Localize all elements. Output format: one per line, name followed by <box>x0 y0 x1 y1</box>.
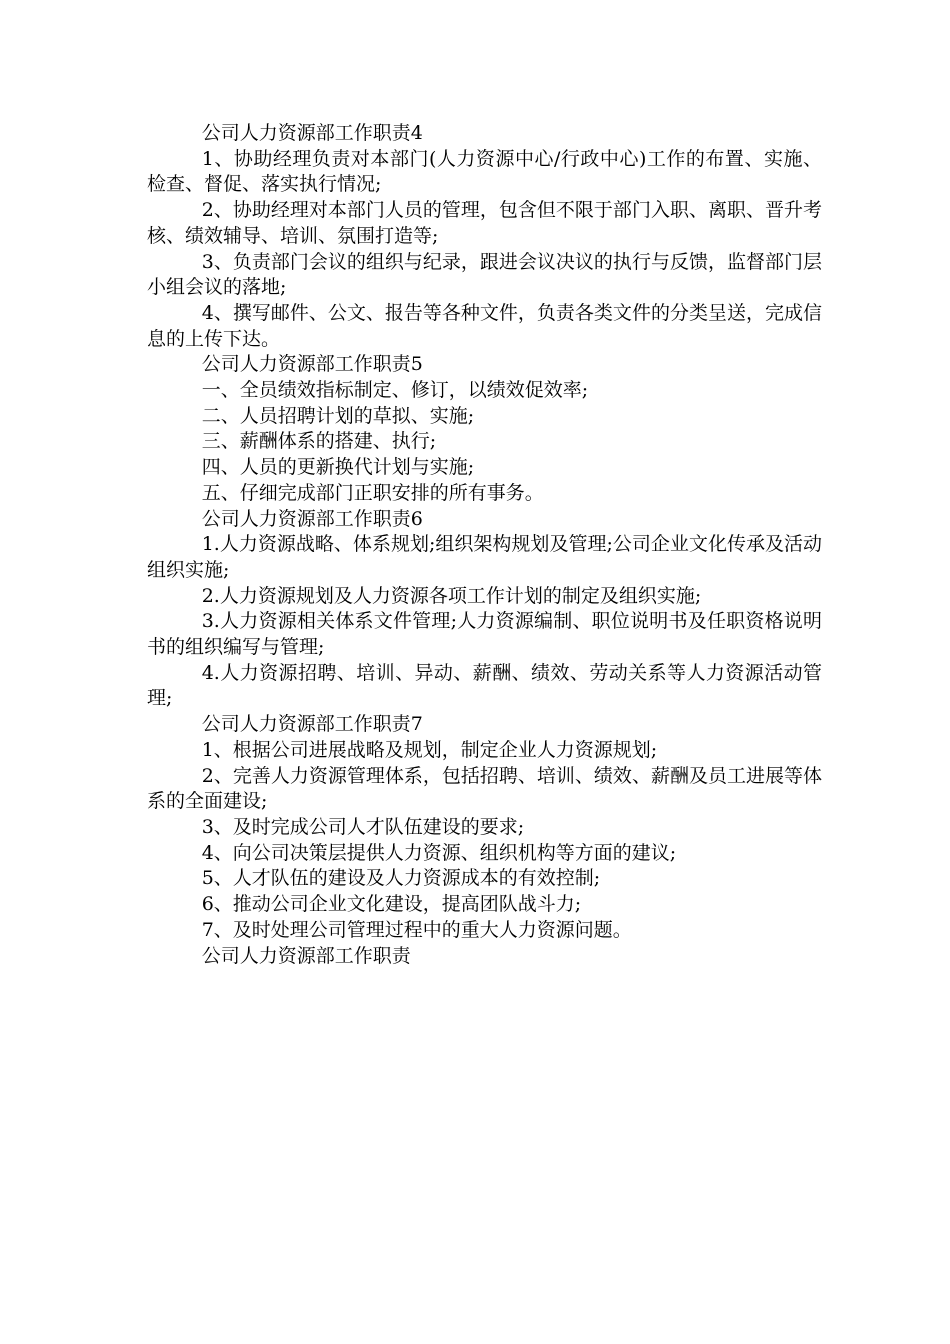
duty-item: 二、人员招聘计划的草拟、实施; <box>201 404 475 427</box>
section-heading-4: 公司人力资源部工作职责4 <box>201 122 423 144</box>
duty-item: 1、根据公司进展战略及规划，制定企业人力资源规划; <box>201 738 658 761</box>
document-body <box>147 121 822 969</box>
duty-item: 7、及时处理公司管理过程中的重大人力资源问题。 <box>201 918 632 941</box>
duty-item: 4、向公司决策层提供人力资源、组织机构等方面的建议; <box>201 841 677 864</box>
section-heading-7: 公司人力资源部工作职责7 <box>201 713 423 736</box>
section-heading: 公司人力资源部工作职责 <box>201 944 411 967</box>
section-heading-6: 公司人力资源部工作职责6 <box>201 507 423 530</box>
duty-item: 2.人力资源规划及人力资源各项工作计划的制定及组织实施; <box>201 584 702 607</box>
duty-item: 3.人力资源相关体系文件管理;人力资源编制、职位说明书及任职资格说明书的组织编写与管理; <box>147 610 822 659</box>
duty-item: 6、推动公司企业文化建设，提高团队战斗力; <box>201 893 582 916</box>
duty-item: 1.人力资源战略、体系规划;组织架构规划及管理;公司企业文化传承及活动组织实施; <box>147 533 822 581</box>
section-heading-5: 公司人力资源部工作职责5 <box>201 353 423 376</box>
duty-item: 2、协助经理对本部门人员的管理，包含但不限于部门入职、离职、晋升考核、绩效辅导、培训、氛围打造等; <box>147 199 822 247</box>
duty-item: 4.人力资源招聘、培训、异动、薪酬、绩效、劳动关系等人力资源活动管理; <box>147 661 822 710</box>
duty-item: 3、负责部门会议的组织与纪录，跟进会议决议的执行与反馈，监督部门层小组会议的落地; <box>147 250 822 299</box>
duty-item: 四、人员的更新换代计划与实施; <box>201 456 475 479</box>
duty-item: 1、协助经理负责对本部门(人力资源中心/行政中心)工作的布置、实施、检查、督促、落实执行情况; <box>147 147 822 196</box>
duty-item: 三、薪酬体系的搭建、执行; <box>201 430 437 453</box>
duty-item: 一、全员绩效指标制定、修订，以绩效促效率; <box>201 379 589 402</box>
duty-item: 5、人才队伍的建设及人力资源成本的有效控制; <box>201 867 601 890</box>
duty-item: 2、完善人力资源管理体系，包括招聘、培训、绩效、薪酬及员工进展等体系的全面建设; <box>147 764 822 813</box>
duty-item: 4、撰写邮件、公文、报告等各种文件，负责各类文件的分类呈送，完成信息的上传下达。 <box>147 301 822 350</box>
duty-item: 五、仔细完成部门正职安排的所有事务。 <box>201 481 544 504</box>
duty-item: 3、及时完成公司人才队伍建设的要求; <box>201 815 525 838</box>
